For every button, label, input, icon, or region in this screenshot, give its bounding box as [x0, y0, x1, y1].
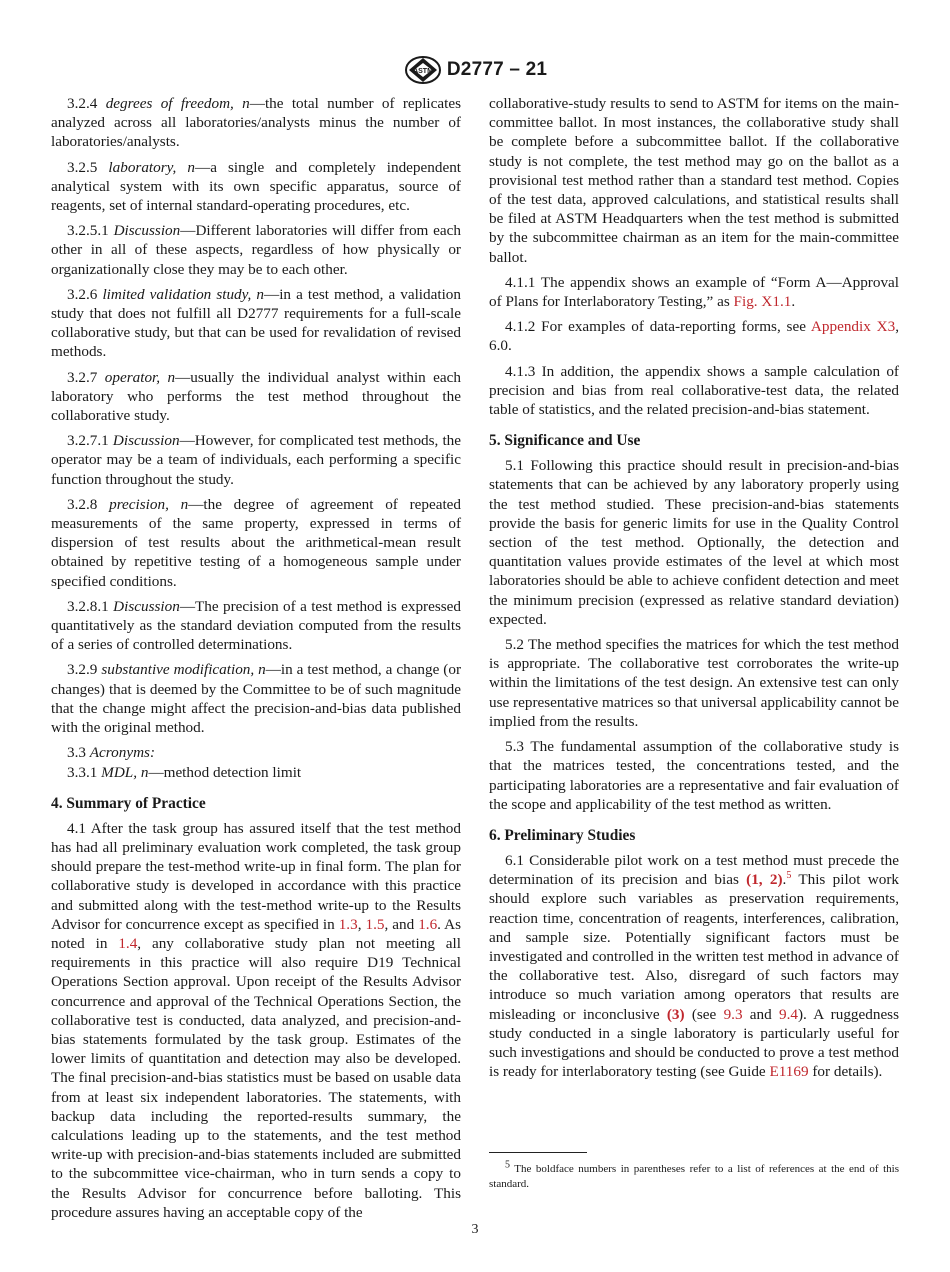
link-1-3[interactable]: 1.3	[338, 915, 358, 933]
link-fig-x1-1[interactable]: Fig. X1.1	[733, 293, 792, 311]
page-header	[0, 52, 950, 88]
left-column	[51, 94, 461, 1228]
section-3-2-4: 3.2.4 degrees of freedom, n—the total number of replicates analyzed across all laboratories/analysts minus the number of laboratories/analysts.	[51, 95, 462, 151]
section-3-2-6: 3.2.6 limited validation study, n—in a test method, a validation study that does not fulfill all D2777 requirements for a full-scale collaborative study, but that can be used for revalidation of revised methods.	[51, 285, 461, 361]
section-3-3-1: 3.3.1 MDL, n—method detection limit	[67, 763, 302, 781]
ref-3[interactable]: (3)	[666, 1005, 685, 1023]
section-3-2-7-1: 3.2.7.1 Discussion—However, for complicated test methods, the operator may be a team of individuals, each performing a specific function throughout the study.	[51, 432, 462, 488]
section-3-3: 3.3 Acronyms:	[67, 744, 156, 762]
footnote-5: $^5$ The boldface numbers in parentheses refer to a list of references at the end of this standard.	[489, 1159, 899, 1190]
ref-1-2[interactable]: (1, 2)	[746, 871, 783, 889]
section-5-3: 5.3 The fundamental assumption of the collaborative study is that the matrices tested, the concentrations tested, and the participating laboratories are a representative and fair evaluation of the scope and applicability of the test method as written.	[489, 738, 899, 813]
section-6-1: 6.1 Considerable pilot work on a test method must precede the determination of its precision and bias (1, 2).$^5$ This pilot work should explore such variables as preservation requirements, reaction time, concentration of reagents, interferences, calibration, and sample size. Potentially significant factors must be investigated and controlled in the written test method in advance of the collaborative test. Also, disregard of such factors may introduce so much variation among operators that results are misleading or inconclusive (3) (see 9.3 and 9.4). A ruggedness study conducted in a single laboratory is particularly useful for such investigations and should be conducted to prove a test method is ready for interlaboratory testing (see Guide E1169 for details).	[489, 851, 900, 1081]
link-e1169[interactable]: E1169	[769, 1063, 809, 1081]
section-3-2-5: 3.2.5 laboratory, n—a single and completely independent analytical system with its own specific apparatus, source of reagents, set of internal standard-operating procedures, etc.	[51, 158, 462, 215]
section-4-1-1: 4.1.1 The appendix shows an example of “Form A—Approval of Plans for Interlaboratory Testing,” as Fig. X1.1.	[489, 273, 899, 311]
section-4-1-2: 4.1.2 For examples of data-reporting forms, see Appendix X3, 6.0.	[489, 318, 899, 355]
right-column	[489, 94, 899, 1087]
section-3-2-8: 3.2.8 precision, n—the degree of agreement of repeated measurements of the same property, expressed in terms of dispersion of test results about the arithmetical-mean result obtained by repetitive testing of a homogeneous sample under specified conditions.	[51, 495, 461, 590]
heading-summary-of-practice: 4. Summary of Practice	[51, 794, 206, 812]
section-3-2-8-1: 3.2.8.1 Discussion—The precision of a test method is expressed quantitatively as the standard deviation computed from the results of a series of controlled determinations.	[51, 597, 462, 654]
link-1-5[interactable]: 1.5	[365, 915, 385, 933]
link-1-4[interactable]: 1.4	[118, 934, 138, 952]
link-appendix-x3[interactable]: Appendix X3	[810, 318, 896, 336]
section-3-2-5-1: 3.2.5.1 Discussion—Different laboratories will differ from each other in all of these aspects, regardless of how physically or organizationally close they may be to each other.	[51, 222, 461, 278]
link-9-3[interactable]: 9.3	[723, 1005, 743, 1023]
section-5-1: 5.1 Following this practice should result in precision-and-bias statements that can be achieved by any laboratory properly using the test method studied. These precision-and-bias statements provide the basis for generic limits for use in the Quality Control section of the test method. Optionally, the detection and quantitation values provide estimates of the level at which most laboratories should be able to achieve confident detection and meet the minimum precision (expressed as relative standard deviation) expected.	[489, 457, 899, 628]
footnote-ref-5[interactable]: 5	[786, 870, 792, 882]
logo-text: ASTM	[412, 68, 433, 75]
link-1-6[interactable]: 1.6	[418, 915, 438, 933]
page-number: 3	[471, 1222, 479, 1237]
section-4-1-3: 4.1.3 In addition, the appendix shows a sample calculation of precision and bias from real collaborative-test data, the related table of statistics, and the related precision-and-bias statement.	[489, 362, 899, 419]
section-3-2-9: 3.2.9 substantive modification, n—in a test method, a change (or changes) that is deemed by the Committee to be of such magnitude that the change might affect the precision-and-bias data published with the original method.	[51, 661, 462, 737]
section-4-1-continued: collaborative-study results to send to ASTM for items on the main-committee ballot. In most instances, the collaborative study shall be complete before a subcommittee ballot. If the collaborative study is not complete, the test method may go on the ballot as a provisional test method rather than a standard test method. Copies of the test data, approved calculations, and statistical results shall be filed at ASTM Headquarters when the test method is submitted by the subcommittee chairman as an item for the main-committee ballot.	[489, 95, 899, 266]
document-id: D2777 – 21	[446, 59, 548, 80]
heading-significance-and-use: 5. Significance and Use	[489, 432, 641, 450]
astm-logo-icon	[403, 55, 443, 85]
section-3-2-7: 3.2.7 operator, n—usually the individual analyst within each laboratory who performs the test method throughout the collaborative study.	[51, 368, 461, 425]
link-9-4[interactable]: 9.4	[779, 1005, 798, 1023]
footnote-divider	[489, 1152, 587, 1153]
section-4-1: 4.1 After the task group has assured itself that the test method has had all preliminary evaluation work completed, the task group should prepare the test-method write-up in final form. The plan for collaborative study is developed in accordance with this practice and submitted along with the test-method write-up to the Results Advisor for concurrence except as specified in 1.3, 1.5, and 1.6. As noted in 1.4, any collaborative study plan not meeting all requirements in this practice will also require D19 Technical Operations Section approval. Upon receipt of the Results Advisor concurrence and approval of the Technical Operations Section, the collaborative test is conducted, data analyzed, and precision-and-bias statements formulated by the task group. Estimates of the lower limits of quantitation and detection may also be developed. The final precision-and-bias statistics must be based on usable data from at least six independent laboratories. The statements, with backup data including the reported-results summary, the calculations leading up to the statements, and the test method write-up with precision-and-bias statements included are submitted to the subcommittee vice-chairman, who in turn sends a copy to the Results Advisor for concurrence before balloting. This procedure assures having an acceptable copy of the	[51, 819, 461, 1221]
section-5-2: 5.2 The method specifies the matrices for which the test method is appropriate. The collaborative test corroborates the write-up within the limitations of the test design. An extensive test can only use representative matrices so that universal applicability cannot be implied from the results.	[489, 636, 899, 730]
heading-preliminary-studies: 6. Preliminary Studies	[489, 826, 636, 844]
